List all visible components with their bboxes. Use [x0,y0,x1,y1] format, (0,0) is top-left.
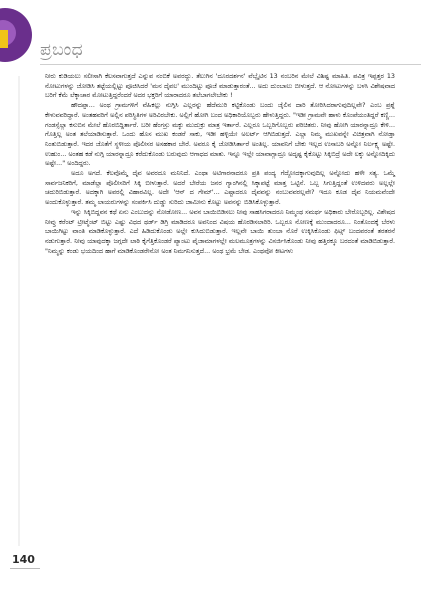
header-accent-bar [0,30,8,48]
article-body [45,72,395,256]
section-title: ಪ್ರಬಂಧ [40,40,84,60]
paragraph-4: ಇನ್ನು ಸಿಕ್ಕಿಬಿದ್ದವನ ಕಥೆ ಏನು ಎಂಬುದನ್ನು ನೋಡೋಣ... ಅವನ ಬಾಯಿಬಿಡಿಸಲು ನೀವು ಸಾಹಸಿಗರಾದರೂ ನಿಮ್ಮಂಥ ಸಮರ್ಥ ಅಧಿಕಾರು ಬೇರೊಬ್ಬರಿಲ್ಲ. ವಿಶೇಷದ ನೀವ್ತು ಕರೆಂಟ್ ಟ್ರೀಟ್ಮೆಂಟ್ ಬಿಟ್ಟು ಎಷ್ಟು ವಿಧದ ಥರ್ಡ್ ಡಿಗ್ರಿ ಮಾಡಿದರೂ ಅವನಿಂದ ವಿಷಯ ಹೊರಡಿಸಲಾರಿರಿ. ಒಬ್ಬರೂ ನೋಣಕ್ಕೆ ಮುಂದಾದರೂ... ನಿಂತೊಂದಕ್ಕೆ ಬೆರಳು ಬಾಯಿಗಿಟ್ಟು ವಾಂತಿ ಮಾಡಿಕೊಳ್ಳುತ್ತಾರೆ. ಎದೆ ಹಿಡಿದುಕೊಂಡು ಅಲ್ಲೇ ಕುಸಿದುಬಿಡುತ್ತಾರೆ. ಇಲ್ಲವೇ ಬಾಯಿ ತುಂಬಾ ನೊರೆ ಉಕ್ಕಿಸಿಕೊಂಡು ಫಿಟ್ಸ್ ಬಂದವರಂತೆ ತರತರನೆ ನಡುಗುತ್ತಾರೆ. ನೀವು ಯಾವುದಕ್ಕಾ ಜಗ್ಗದೇ ಲಾಠಿ ಕೈಗೆತ್ತಿಕೊಂಡರೆ ಪ್ಯಾಂಟು ಪೈಜಾಮಾಗಳಲ್ಲೇ ಮಲಮೂತ್ರಗಳನ್ನು ವಿಸರ್ಜಿಸಿಕೊಂಡು ನೀವು ಹತ್ತಿರಕ್ಕೂ ಬರದಂತೆ ಮಾಡಿಬಿಡುತ್ತಾರೆ. "ನಿಮ್ಮನ್ನು ಕಂಡು ಭಯದಿಂದ ಹಾಗೆ ಮಾಡಿಕೊಂಡರೇನೋ ಅಂತ ನಿಮಗನಿಸುತ್ತದೆ... ಅಂಥ ಭ್ರಮೆ ಬೇಡ. ಎಂಥವೋ ಕೀಟಗಳು [45,207,395,255]
side-margin-strip [18,76,20,546]
page-header [0,0,421,80]
header-divider [40,64,421,65]
paragraph-2: ಹೌದಪ್ಪಾ... ಅಂಥ ಗ್ರಾಮಗಳಿಗೆ ವೆಹಿಕಲ್ಲು ನುಗ್ಗಿಸಿ ಎಲ್ಲರನ್ನು ಹೆದೆಮುರಿ ಕಟ್ಟಿಕೊಂಡು ಬಂದು ಜೈಲಿನ ದಾರಿ ತೋರಿಸಿದರಾಗುವುದಿಲ್ಲವೇ? ಎಂಬ ಪ್ರಶ್ನೆ ಕೇಳುವವರಿದ್ದಾರೆ. ಅಂತಹವರಿಗೆ ಅಲ್ಲಿನ ಪರಿಸ್ಥಿತಿಗಳ ಅರಿವಿರಬೇಕು. ಅಲ್ಲಿಗೆ ಹೋಗಿ ಬಂದ ಅಧಿಕಾರಿಯೊಬ್ಬರು ಹೇಳುತ್ತಿದ್ದರು. "ಇಡೀ ಗ್ರಾಮವೇ ಹಾಳು ಕೊಂಪೆಯಂತಿದ್ದರೆ ಕಣ್ಣಿ... ಗಂಡಸ್ಸೆಲ್ಲಾ ಕಸುಬಿನ ಮೇಲೆ ಹೊರಬಿದ್ದಿರ್ತಾರೆ. ಬರೀ ಹೆಂಗಸ್ರು ಮಕ್ಳು ಮುದುಕ್ರು ಮಾತ್ರ ಇರ್ತಾರೆ. ಎಲ್ಲರೂ ಒಬ್ಬರಿಗೊಬ್ಬರು ಪರಿಚಿತರು. ನೀವು ಹೋಗಿ ಯಾರನ್ನಾದ್ರೂ ಕೇಳಿ... ಗೊತ್ತಿಲ್ಲ ಅಂತ ತಲೆಯಾಡಿಸುತ್ತಾರೆ. ಒಂದು ಹೊಸ ಮುಖ ಕಂಡರೆ ಸಾಕು, ಇಡೀ ಹಳ್ಳಿಯೇ ಅಲರ್ಟ್ ಆಗಿಬಿಡುತ್ತದೆ. ಎಲ್ಲಾ ನಿಮ್ಮ ಮುಖವನ್ನೇ ವಿಚಿತ್ರವಾಗಿ ನೋಡ್ತಾ ನಿಂತುಬಿಡುತ್ತಾರೆ. ಇದರ ಜೊತೆಗೆ ಸ್ಥಳೀಯ ಪೊಲೀಸರ ಅಸಹಕಾರ ಬೇರೆ. ಅವರೂ ಕೈ ಜೋಡಿಸಿರ್ತಾರೆ ಅಂತಿಲ್ಲ. ಯಾವನಿಗೆ ಬೇಕು ಇಲ್ಲದ ಉಸಾಬರಿ ಅನ್ನೋ ನಿರ್ಲಕ್ಷ್ಯ ಅಷ್ಟೇ. ಉಹುಂ... ಅಂತಹ ಕಡೆ ನುಗ್ಗಿ ಯಾರನ್ನಾದ್ರೂ ಕರೆದುಕೊಂಡು ಬರುವುದು ಆಗಾಧದ ಮಾತು. ಇನ್ನೂ ಇಲ್ಲೇ ಯಾವಾಗ್ಲಾದ್ರೂ ಅದೃಷ್ಟ ಕೈಕೊಟ್ಟು ಸಿಕ್ಕಿಬಿದ್ರೆ ಅದೇ ಲಕ್ಕು ಅನ್ನೋದಿಕ್ಕಿದು ಅಷ್ಟೇ..." ಅಂದಿದ್ದರು. [45,101,395,168]
footer-divider [10,568,40,569]
paragraph-3: ಅದೂ ಅಗದೆ. ಕೆಲವೊಮ್ಮೆ ದೈವ ಅವರದೂ ಮನಿನಿದೆ. ಎಂಥಾ ಅಟಿಗಾರನಾದರೂ ಪ್ರತಿ ಪಂದ್ಯ ಗೆದ್ದೋದಕ್ಕಾಗುವುದಿಲ್ಲ ಅನ್ನೋದು ಹಳೇ ಸತ್ಯ. ಒಮ್ಮೆ ಸಾರ್ವಜನಿಕರಿಗೆ, ಮಾಡೆಲ್ಲಾ ಪೊಲೀಸರಿಗೆ ಸಿಕ್ಕಿ ಬೀಳುತ್ತಾರೆ. ಅದರೆ ಬೇರೆಯ ಜನರ ಗ್ಯಾಂಗಿನಲ್ಲಿ ಸಿಕ್ಕಾಪಟ್ಟೆ ಮಾತ್ತ ಒಟ್ಟಿನೆ. ಒಬ್ಬ ಸಿಗುತ್ತಿದ್ದಂತೆ ಉಳಿದವರು ಅಲ್ಲಲ್ಲೇ ಚದುರಿಬಿಡುತ್ತಾರೆ. ಅದಕ್ಕಾಗಿ ಅವರಲ್ಲಿ ವಿಹಾರವಿಲ್ಲ. ಅದೇ 'ಆನ್ ದ ಗೇಮ್'... ಎಷ್ಟಾದರೂ ದೈವವನ್ನು ನಂಬುವವರಲ್ಲವೇ? ಇದೂ ಕೂಡ ದೈವ ನಿಯಮವೆಂದೇ ಅಂದುಕೊಳ್ಳುತ್ತಾರೆ. ತಮ್ಮ ಲಾಯರುಗಳನ್ನು ಸಂಪರ್ಕಿಸಿ ದುಡ್ಡು ಸುರಿದು ಜಾಮೀನು ಕೊಟ್ಟು ಅವನನ್ನು ಬಿಡಿಸಿಕೊಳ್ಳುತ್ತಾರೆ. [45,169,395,207]
page-number: 140 [12,553,35,566]
paragraph-1: ನೀರು ಕುಡಿಯಲು ಸಲೀಸಾಗಿ ಕೆಲಸವಾಗುತ್ತದೆ ಎನ್ನುವ ನಂಬಿಕೆ ಅವರದ್ದು. ತೆಲುಗಿನ 'ದೂರದರ್ಶನ' ವೆಬ್ಸೈಟಿನ 13 ನಂಬರಿನ ಮೇಲೆ ವಿಶಿಷ್ಟ ಮಾಹಿತಿ. ಪವಿತ್ರ ಇಪ್ಪತ್ತರ 13 ನೋಟುಗಳನ್ನು ಜೋಡಿಸಿ ತಟ್ಟೆಯಲ್ಲಿಟ್ಟು ಪೂಜಿಸಿದರೆ 'ಮನ ದೈವಲ' ಮುಂದಿಟ್ಟು ಪೂಜೆ ಮಾಡುತ್ತಾರಂತೆ... ಅದು ದುಂಬಾಲು ಬೀಳುತ್ತದೆ. ಆ ನೋಟುಗಳನ್ನು ಬಳಸಿ ವಿಶೇಷವಾದ ಬರಿಗೆ ಕೆಮೆ ಲೆಕ್ಕಾಚಾರ ಮೋಟುತ್ತಿದ್ದರೆಂದರೆ ಅದರ ಭಕ್ತರಿಗೆ ಯಾರಾದರೂ ತಲೆಬಾಗಲೇಬೇಕು ! [45,72,395,100]
